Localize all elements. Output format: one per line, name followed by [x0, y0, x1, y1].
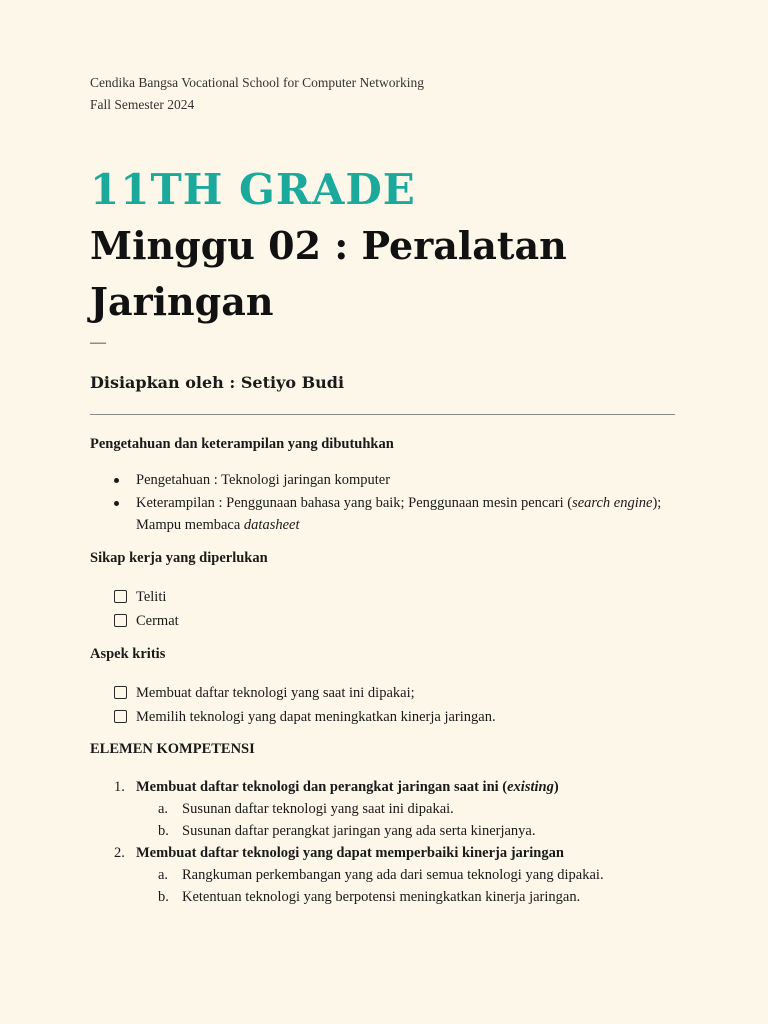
checklist-item-label: Cermat: [136, 613, 179, 629]
checklist-item: [90, 610, 675, 634]
sub-item: [90, 886, 675, 908]
checklist-item: [90, 682, 675, 706]
checkbox[interactable]: [114, 686, 127, 699]
attitude-checklist: [90, 586, 675, 634]
competency-section-title: ELEMEN KOMPETENSI: [90, 741, 255, 757]
checklist-item: [90, 586, 675, 610]
attitude-section-title: Sikap kerja yang diperlukan: [90, 550, 268, 566]
knowledge-list: [90, 469, 675, 537]
list-item: [90, 469, 675, 491]
checklist-item-label: Memilih teknologi yang dapat meningkatkan kinerja jaringan.: [136, 709, 496, 725]
sub-item-text: Rangkuman perkembangan yang ada dari semua teknologi yang dipakai.: [182, 867, 604, 883]
element-number: 2.: [114, 845, 125, 861]
sub-marker: b.: [158, 823, 169, 839]
grade-heading: 11TH GRADE: [90, 165, 416, 214]
prepared-by: Disiapkan oleh : Setiyo Budi: [90, 373, 345, 392]
sub-item-text: Ketentuan teknologi yang berpotensi meningkatkan kinerja jaringan.: [182, 889, 581, 905]
sub-marker: a.: [158, 867, 169, 883]
bullet-icon: [114, 501, 119, 506]
semester-label: Fall Semester 2024: [90, 97, 195, 112]
competency-list: [90, 776, 675, 908]
element-label: [136, 845, 564, 861]
knowledge-section-title: Pengetahuan dan keterampilan yang dibutuhkan: [90, 436, 394, 452]
bullet-icon: [114, 478, 119, 483]
sub-marker: b.: [158, 889, 169, 905]
sub-item-text: Susunan daftar perangkat jaringan yang ada serta kinerjanya.: [182, 823, 536, 839]
checkbox[interactable]: [114, 614, 127, 627]
element-label-text: Membuat daftar teknologi dan perangkat jaringan saat ini (: [136, 779, 508, 795]
checklist-item: [90, 706, 675, 730]
school-name: Cendika Bangsa Vocational School for Computer Networking: [90, 75, 424, 90]
sub-marker: a.: [158, 801, 169, 817]
sub-item-text: Susunan daftar teknologi yang saat ini dipakai.: [182, 801, 454, 817]
checklist-item-label: Membuat daftar teknologi yang saat ini dipakai;: [136, 685, 415, 701]
divider: [90, 414, 675, 415]
page-title: Minggu 02 : Peralatan Jaringan: [90, 223, 567, 324]
competency-element: [90, 842, 675, 864]
checkbox[interactable]: [114, 710, 127, 723]
checkbox[interactable]: [114, 590, 127, 603]
skills-text-emphasis: datasheet: [243, 517, 300, 533]
element-label: [136, 779, 559, 795]
header: [90, 72, 424, 116]
element-label-suffix: ): [553, 779, 559, 795]
competency-element: [90, 776, 675, 798]
critical-section-title: Aspek kritis: [90, 646, 166, 662]
sub-item: [90, 820, 675, 842]
list-item: [90, 492, 675, 536]
sub-item: [90, 864, 675, 886]
knowledge-item-text: Pengetahuan : Teknologi jaringan komputer: [136, 472, 391, 488]
critical-checklist: [90, 682, 675, 730]
skills-text-emphasis: search engine: [572, 495, 653, 511]
title-dash: —: [90, 334, 106, 351]
element-label-emphasis: existing: [507, 779, 554, 795]
element-label-text: Membuat daftar teknologi yang dapat memperbaiki kinerja jaringan: [136, 845, 564, 861]
sub-item: [90, 798, 675, 820]
element-number: 1.: [114, 779, 125, 795]
checklist-item-label: Teliti: [136, 589, 167, 605]
skills-text-pre: Keterampilan : Penggunaan bahasa yang baik; Penggunaan mesin pencari (: [136, 495, 573, 511]
skills-text-mid: ); Mampu membaca: [136, 495, 662, 533]
